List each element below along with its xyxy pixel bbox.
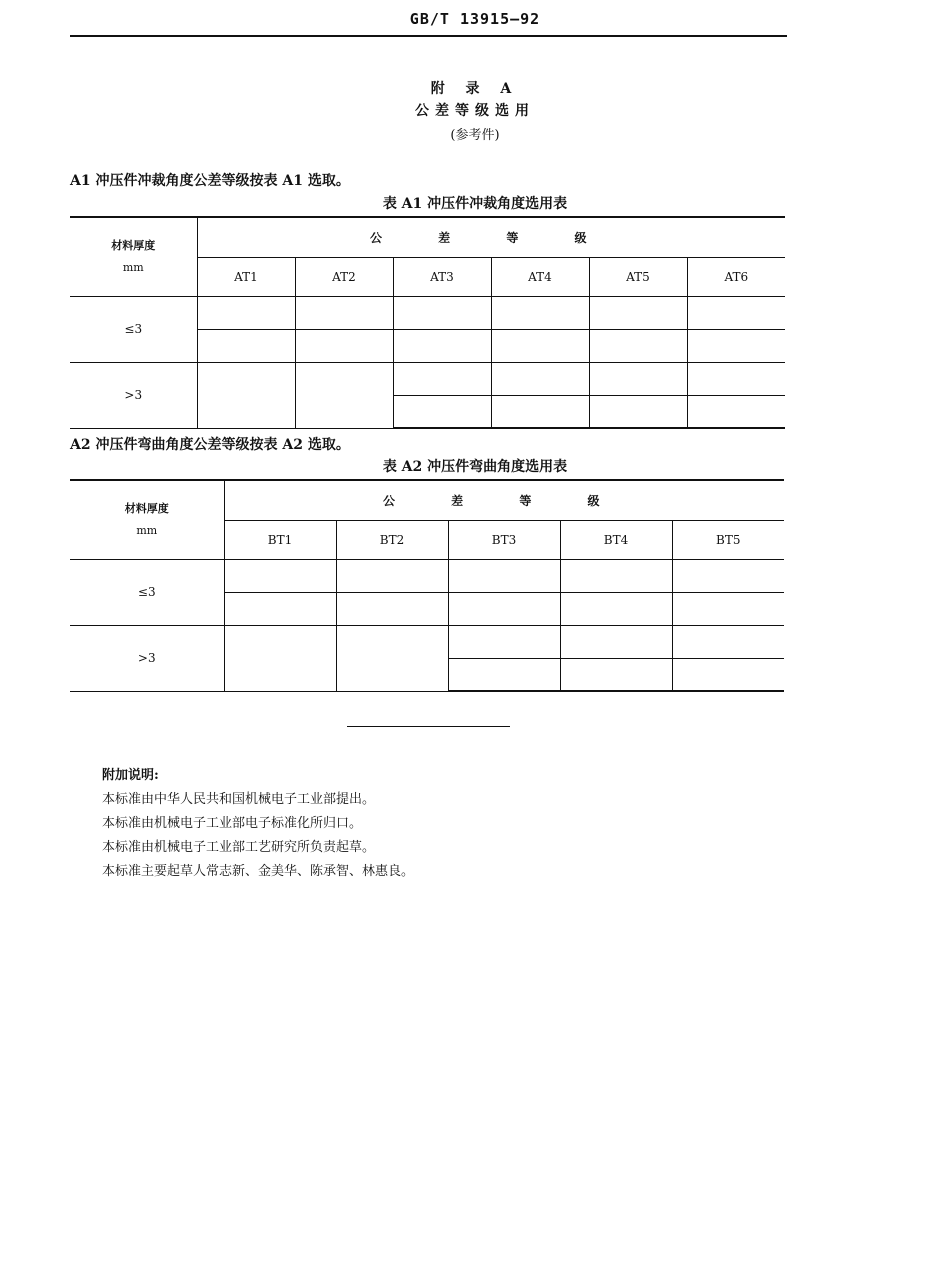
table-cell — [491, 296, 589, 329]
table-cell — [560, 625, 672, 658]
thickness-label: 材料厚度 — [111, 238, 156, 252]
table-cell — [687, 329, 785, 362]
grade-header: AT5 — [589, 257, 687, 296]
appendix-title: 附 录 A — [430, 81, 520, 97]
table-cell — [393, 296, 491, 329]
table-cell — [589, 362, 687, 395]
row-label: >3 — [70, 362, 197, 428]
thickness-unit: mm — [122, 260, 144, 274]
thickness-header — [70, 480, 224, 559]
table-cell — [491, 395, 589, 428]
table-cell — [336, 559, 448, 592]
grade-header: AT2 — [295, 257, 393, 296]
table-cell — [560, 592, 672, 625]
grade-header: AT3 — [393, 257, 491, 296]
appendix-subtitle: 公差等级选用 — [415, 103, 535, 119]
section-a2-text: A2 冲压件弯曲角度公差等级按表 A2 选取。 — [70, 437, 350, 453]
table-cell — [560, 658, 672, 691]
grade-title: 公 差 等 级 — [197, 217, 785, 257]
table-cell — [197, 296, 295, 329]
table-cell — [336, 625, 448, 691]
table-a1 — [70, 216, 785, 429]
table-cell — [687, 296, 785, 329]
table-cell — [393, 329, 491, 362]
table-cell — [589, 296, 687, 329]
grade-header: AT1 — [197, 257, 295, 296]
thickness-header — [70, 217, 197, 296]
table-cell — [393, 362, 491, 395]
table-cell — [672, 658, 784, 691]
table-cell — [393, 395, 491, 428]
table-cell — [448, 592, 560, 625]
grade-header: BT2 — [336, 520, 448, 559]
notes-line: 本标准由中华人民共和国机械电子工业部提出。 — [102, 792, 376, 807]
table-a1-caption: 表 A1 冲压件冲裁角度选用表 — [382, 196, 568, 212]
table-a2-caption: 表 A2 冲压件弯曲角度选用表 — [382, 459, 568, 475]
table-a2 — [70, 479, 784, 692]
appendix-note: (参考件) — [450, 128, 500, 143]
table-cell — [672, 592, 784, 625]
section-a1-text: A1 冲压件冲裁角度公差等级按表 A1 选取。 — [70, 173, 350, 189]
grade-header: BT5 — [672, 520, 784, 559]
table-cell — [491, 329, 589, 362]
table-cell — [491, 362, 589, 395]
table-cell — [295, 329, 393, 362]
thickness-label: 材料厚度 — [124, 501, 169, 515]
notes-title: 附加说明: — [102, 768, 159, 783]
grade-header: AT6 — [687, 257, 785, 296]
thickness-unit: mm — [136, 523, 158, 537]
table-cell — [224, 592, 336, 625]
table-cell — [295, 296, 393, 329]
standard-number: GB/T 13915—92 — [409, 10, 541, 28]
header-rule — [70, 35, 787, 37]
row-label: >3 — [70, 625, 224, 691]
notes-line: 本标准主要起草人常志新、金美华、陈承智、林惠良。 — [102, 864, 415, 879]
table-cell — [448, 658, 560, 691]
row-label: ≤3 — [70, 559, 224, 625]
table-cell — [448, 559, 560, 592]
table-cell — [589, 329, 687, 362]
table-cell — [224, 625, 336, 691]
table-cell — [448, 625, 560, 658]
table-cell — [560, 559, 672, 592]
grade-title: 公 差 等 级 — [224, 480, 784, 520]
table-cell — [197, 329, 295, 362]
table-cell — [672, 559, 784, 592]
separator-line — [347, 726, 510, 727]
section-a2-text-wrapper — [70, 432, 787, 453]
grade-header: BT1 — [224, 520, 336, 559]
grade-header: AT4 — [491, 257, 589, 296]
table-cell — [336, 592, 448, 625]
table-cell — [589, 395, 687, 428]
row-label: ≤3 — [70, 296, 197, 362]
notes-line: 本标准由机械电子工业部工艺研究所负责起草。 — [102, 840, 376, 855]
table-cell — [295, 362, 393, 428]
table-cell — [224, 559, 336, 592]
table-cell — [672, 625, 784, 658]
table-cell — [687, 362, 785, 395]
additional-notes — [102, 764, 414, 884]
table-cell — [687, 395, 785, 428]
notes-line: 本标准由机械电子工业部电子标准化所归口。 — [102, 816, 363, 831]
grade-header: BT4 — [560, 520, 672, 559]
table-cell — [197, 362, 295, 428]
grade-header: BT3 — [448, 520, 560, 559]
